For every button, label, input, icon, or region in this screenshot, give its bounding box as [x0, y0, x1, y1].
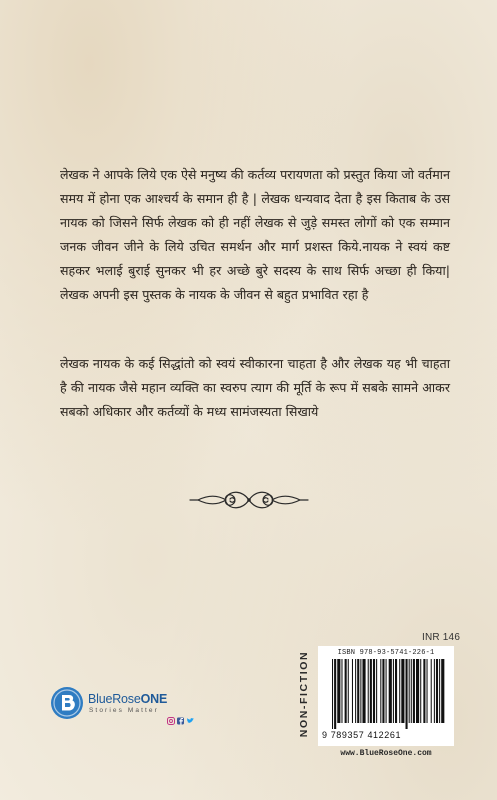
- isbn-number: ISBN 978-93-5741-226-1: [337, 649, 435, 657]
- blurb-paragraph-2: लेखक नायक के कई सिद्धांतो को स्वयं स्वीकारना चाहता है और लेखक यह भी चाहता है की नायक जैसे महान व्यक्ति का स्वरुप त्याग की मूर्ति के रूप में सबके सामने आकर सबको अधिकार और कर्तव्यों के मध्य सामंजस्यता सिखाये: [60, 356, 450, 419]
- barcode-bar: [409, 659, 410, 723]
- barcode-bar: [348, 659, 349, 723]
- barcode-bar: [416, 659, 419, 723]
- barcode-bar: [357, 659, 359, 723]
- publisher-website: www.BlueRoseOne.com: [340, 749, 432, 758]
- blurb-paragraph-1: लेखक ने आपके लिये एक ऐसे मनुष्य की कर्तव्य परायणता को प्रस्तुत किया जो वर्तमान समय में होना एक आश्चर्य के समान ही है | लेखक धन्यवाद देता है इस किताब के उस नायक को जिसने सिर्फ लेखक को ही नहीं लेखक से जुड़े समस्त लोगों को एक सम्मान जनक जीवन जीने के लिये उचित समर्थन और मार्ग प्रशस्त किये.नायक ने स्वयं कष्ट सहकर भलाई बुराई सुनकर भी हर अच्छे बुरे सदस्य के साथ सिर्फ अच्छा ही किया| लेखक अपनी इस पुस्तक के नायक के जीवन से बहुत प्रभावित रहा है: [60, 167, 450, 302]
- barcode-bar: [337, 659, 340, 723]
- price-label: INR 146: [422, 632, 461, 643]
- barcode-bar: [355, 659, 356, 723]
- bluerose-logo-icon: [50, 686, 84, 720]
- barcode-bar: [382, 659, 384, 723]
- barcode-bar: [420, 659, 421, 723]
- decorative-ornament: [188, 484, 310, 516]
- barcode-bar: [362, 659, 365, 723]
- barcode-bar: [368, 659, 369, 723]
- barcode-bar: [393, 659, 394, 723]
- publisher-logo-block: [50, 686, 210, 736]
- barcode-bar: [334, 659, 336, 729]
- barcode-bar: [341, 659, 342, 723]
- genre-text: NON-FICTION: [298, 650, 310, 738]
- genre-label: [296, 646, 312, 742]
- barcode-bar: [345, 659, 347, 723]
- barcode-bar: [413, 659, 415, 723]
- publisher-name: [88, 692, 167, 706]
- publisher-name-part1: BlueRose: [88, 692, 141, 706]
- barcode-icon: [332, 659, 446, 729]
- publisher-name-part2: ONE: [140, 692, 168, 706]
- barcode-bar: [439, 659, 440, 723]
- barcode-bar: [380, 659, 381, 723]
- barcode-bar: [399, 659, 400, 723]
- barcode-bar: [411, 659, 412, 723]
- barcode-bar: [332, 659, 333, 729]
- barcode-bar: [436, 659, 438, 723]
- barcode-bar: [423, 659, 425, 723]
- barcode-bar: [373, 659, 375, 723]
- barcode-bar: [352, 659, 353, 723]
- isbn-barcode: [318, 646, 454, 746]
- social-media-icons: [167, 717, 197, 725]
- barcode-bar: [370, 659, 372, 723]
- barcode-bar: [401, 659, 404, 723]
- barcode-digits: 9 789357 412261: [322, 730, 402, 740]
- barcode-bar: [434, 659, 435, 723]
- barcode-bar: [395, 659, 397, 723]
- barcode-bar: [427, 659, 428, 723]
- barcode-bar: [386, 659, 387, 723]
- barcode-bar: [389, 659, 392, 723]
- publisher-tagline: Stories Matter: [89, 707, 159, 714]
- barcode-bar: [431, 659, 432, 723]
- barcode-bar: [376, 659, 377, 723]
- barcode-bar: [406, 659, 408, 729]
- barcode-bar: [441, 659, 444, 723]
- barcode-bar: [360, 659, 361, 723]
